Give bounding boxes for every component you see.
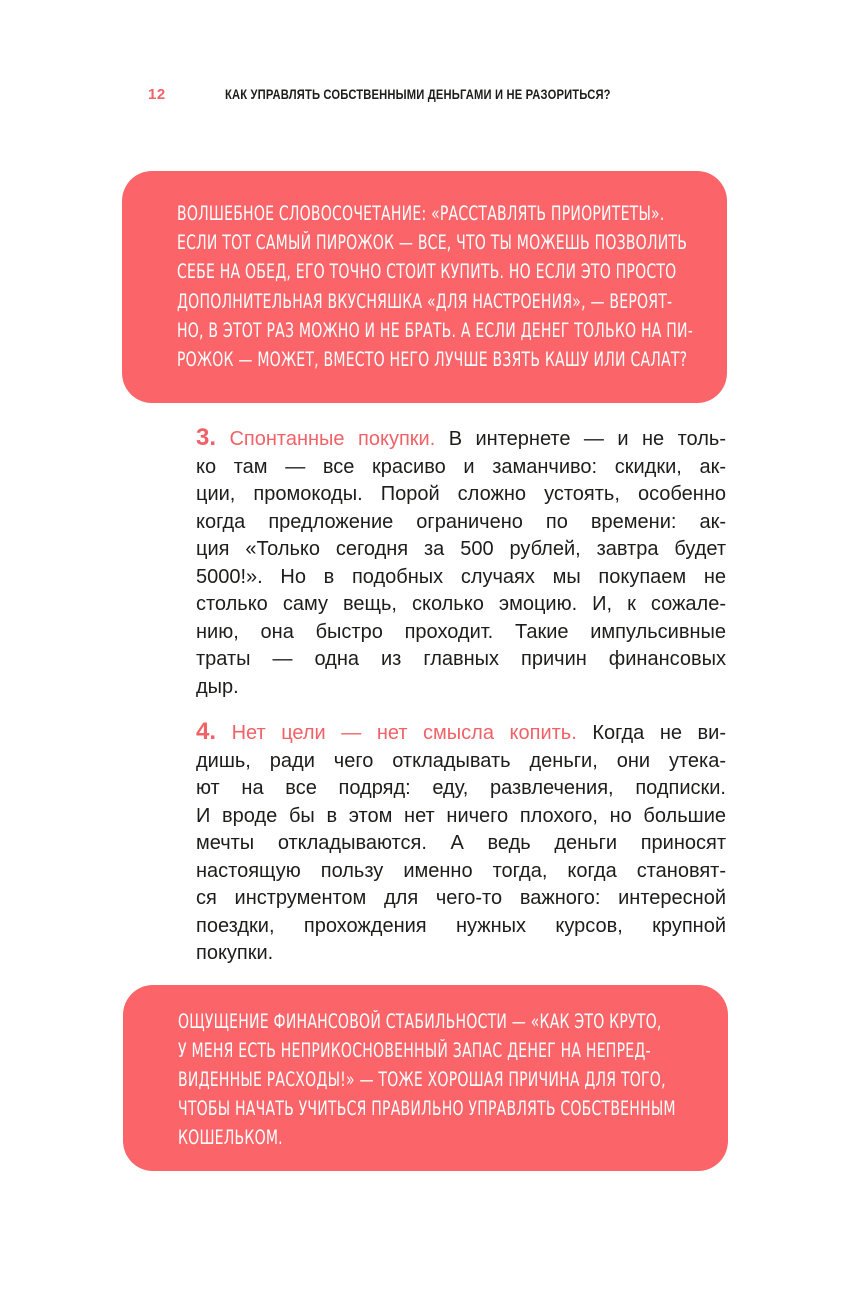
- paragraph-line: траты — одна из главных причин финансовых: [196, 648, 726, 670]
- page-number: 12: [148, 86, 166, 103]
- paragraph-line: настоящую пользу именно тогда, когда становят-: [196, 859, 726, 882]
- paragraph-line: дишь, ради чего откладывать деньги, они утека-: [196, 749, 726, 772]
- callout-line: ОЩУЩЕНИЕ ФИНАНСОВОЙ СТАБИЛЬНОСТИ — «КАК ЭТО КРУТО,: [178, 1010, 662, 1033]
- paragraph-line: [196, 718, 726, 748]
- callout-text: [178, 1007, 698, 1152]
- paragraph-line: покупки.: [196, 942, 274, 964]
- paragraph-line: ко там — все красиво и заманчиво: скидки, ак-: [196, 455, 726, 478]
- paragraph-line: нию, она быстро проходит. Такие импульсивные: [196, 620, 726, 643]
- paragraph-text: В интернете — и не толь-: [448, 428, 726, 450]
- callout-box-stability: [123, 985, 728, 1171]
- paragraph-line: мечты откладываются. А ведь деньги приносят: [196, 832, 726, 854]
- callout-line: РОЖОК — МОЖЕТ, ВМЕСТО НЕГО ЛУЧШЕ ВЗЯТЬ КАШУ ИЛИ САЛАТ?: [177, 348, 688, 372]
- callout-line: СЕБЕ НА ОБЕД, ЕГО ТОЧНО СТОИТ КУПИТЬ. НО ЕСЛИ ЭТО ПРОСТО: [177, 260, 677, 284]
- paragraph-line: столько саму вещь, сколько эмоцию. И, к сожале-: [196, 593, 726, 615]
- paragraph-line: И вроде бы в этом нет ничего плохого, но большие: [196, 804, 726, 827]
- paragraph-text: Когда не ви-: [592, 722, 727, 744]
- callout-line: КОШЕЛЬКОМ.: [178, 1126, 283, 1149]
- section-no-goal: [196, 718, 726, 968]
- section-heading: Спонтанные покупки.: [229, 428, 436, 450]
- paragraph-line: ют на все подряд: еду, развлечения, подписки.: [196, 777, 726, 799]
- callout-line: НО, В ЭТОТ РАЗ МОЖНО И НЕ БРАТЬ. А ЕСЛИ ДЕНЕГ ТОЛЬКО НА ПИ-: [177, 318, 694, 342]
- page-header: [0, 86, 844, 110]
- section-heading: Нет цели — нет смысла копить.: [231, 722, 577, 744]
- paragraph-line: ся инструментом для чего-то важного: интересной: [196, 887, 726, 909]
- callout-line: ДОПОЛНИТЕЛЬНАЯ ВКУСНЯШКА «ДЛЯ НАСТРОЕНИЯ», — ВЕРОЯТ-: [177, 289, 673, 313]
- paragraph-line: [196, 424, 726, 454]
- section-number: 4.: [196, 718, 217, 745]
- section-spontaneous-purchases: [196, 424, 726, 701]
- callout-line: ВОЛШЕБНОЕ СЛОВОСОЧЕТАНИЕ: «РАССТАВЛЯТЬ ПРИОРИТЕТЫ».: [177, 202, 665, 225]
- paragraph-line: ции, промокоды. Порой сложно устоять, особенно: [196, 483, 726, 505]
- callout-text: [177, 199, 694, 374]
- callout-line: ВИДЕННЫЕ РАСХОДЫ!» — ТОЖЕ ХОРОШАЯ ПРИЧИНА ДЛЯ ТОГО,: [178, 1068, 666, 1091]
- running-title: КАК УПРАВЛЯТЬ СОБСТВЕННЫМИ ДЕНЬГАМИ И НЕ РАЗОРИТЬСЯ?: [225, 86, 611, 102]
- callout-box-priorities: [122, 171, 727, 403]
- callout-line: У МЕНЯ ЕСТЬ НЕПРИКОСНОВЕННЫЙ ЗАПАС ДЕНЕГ НА НЕПРЕД-: [178, 1039, 651, 1062]
- section-number: 3.: [196, 424, 217, 451]
- paragraph-line: ция «Только сегодня за 500 рублей, завтра будет: [196, 538, 726, 560]
- callout-line: ЧТОБЫ НАЧАТЬ УЧИТЬСЯ ПРАВИЛЬНО УПРАВЛЯТЬ СОБСТВЕННЫМ: [178, 1097, 676, 1120]
- paragraph-line: дыр.: [196, 675, 239, 698]
- paragraph-line: 5000!». Но в подобных случаях мы покупаем не: [196, 565, 726, 588]
- callout-line: ЕСЛИ ТОТ САМЫЙ ПИРОЖОК — ВСЕ, ЧТО ТЫ МОЖЕШЬ ПОЗВОЛИТЬ: [177, 231, 688, 255]
- paragraph-line: поездки, прохождения нужных курсов, крупной: [196, 914, 726, 937]
- paragraph-line: когда предложение ограничено по времени: ак-: [196, 510, 726, 533]
